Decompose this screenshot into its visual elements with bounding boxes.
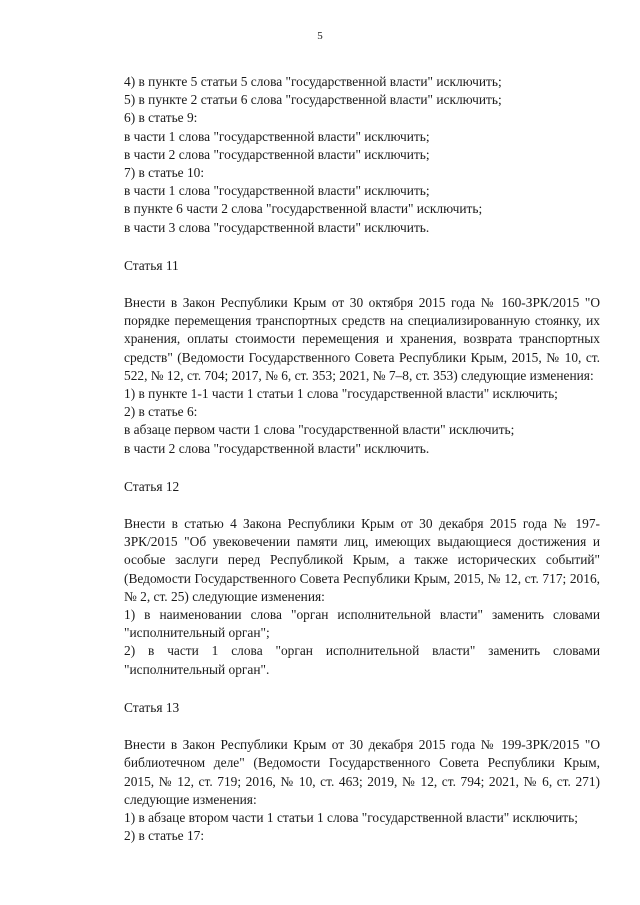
text-line: в части 2 слова "государственной власти" исключить; bbox=[124, 146, 430, 162]
text-line: 7) в статье 10: bbox=[124, 165, 205, 181]
text-line: в абзаце первом части 1 слова "государственной власти" исключить; bbox=[124, 422, 515, 438]
paragraph: 1) в абзаце втором части 1 статьи 1 слова "государственной власти" исключить; bbox=[124, 809, 578, 825]
text-line: в пункте 6 части 2 слова "государственной власти" исключить; bbox=[124, 201, 483, 217]
article-heading-11: Статья 11 bbox=[124, 257, 179, 273]
text-line: 5) в пункте 2 статьи 6 слова "государственной власти" исключить; bbox=[124, 92, 502, 108]
article-heading-12: Статья 12 bbox=[124, 478, 180, 494]
text-line: 2) в статье 6: bbox=[124, 404, 198, 420]
text-line: в части 2 слова "государственной власти" исключить. bbox=[124, 440, 430, 456]
text-line: 2) в статье 17: bbox=[124, 828, 205, 844]
text-line: 6) в статье 9: bbox=[124, 110, 198, 126]
paragraph: 1) в пункте 1-1 части 1 статьи 1 слова "государственной власти" исключить; bbox=[124, 386, 558, 402]
paragraph: 2) в части 1 слова "орган исполнительной власти" заменить словами "исполнительный орган". bbox=[124, 643, 600, 677]
page-number: 5 bbox=[317, 30, 323, 42]
text-line: в части 1 слова "государственной власти" исключить; bbox=[124, 128, 430, 144]
paragraph: Внести в статью 4 Закона Республики Крым от 30 декабря 2015 года № 197-ЗРК/2015 "Об увековечении памяти лиц, имеющих выдающиеся достижения и особые заслуги перед Республикой Крым, а также исторических событий" (Ведомости Государственного Совета Республики Крым, 2015, № 12, ст. 717; 2016, № 2, ст. 25) следующие изменения: bbox=[124, 516, 600, 604]
paragraph: 1) в наименовании слова "орган исполнительной власти" заменить словами "исполнительный орган"; bbox=[124, 607, 600, 641]
article-heading-13: Статья 13 bbox=[124, 699, 180, 715]
paragraph: Внести в Закон Республики Крым от 30 декабря 2015 года № 199-ЗРК/2015 "О библиотечном деле" (Ведомости Государственного Совета Республики Крым, 2015, № 12, ст. 719; 2016, № 10, ст. 463; 2019, № 12, ст. 794; 2021, № 6, ст. 271) следующие изменения: bbox=[124, 737, 600, 807]
text-line: 4) в пункте 5 статьи 5 слова "государственной власти" исключить; bbox=[124, 74, 502, 89]
paragraph: Внести в Закон Республики Крым от 30 октября 2015 года № 160-ЗРК/2015 "О порядке перемещения транспортных средств на специализированную стоянку, их хранения, оплаты стоимости перемещения и хранения, возврата транспортных средств" (Ведомости Государственного Совета Республики Крым, 2015, № 10, ст. 522, № 12, ст. 704; 2017, № 6, ст. 353; 2021, № 7–8, ст. 353) следующие изменения: bbox=[124, 295, 600, 383]
text-line: в части 1 слова "государственной власти" исключить; bbox=[124, 183, 430, 199]
text-line: в части 3 слова "государственной власти" исключить. bbox=[124, 219, 430, 235]
document-body bbox=[124, 73, 600, 845]
